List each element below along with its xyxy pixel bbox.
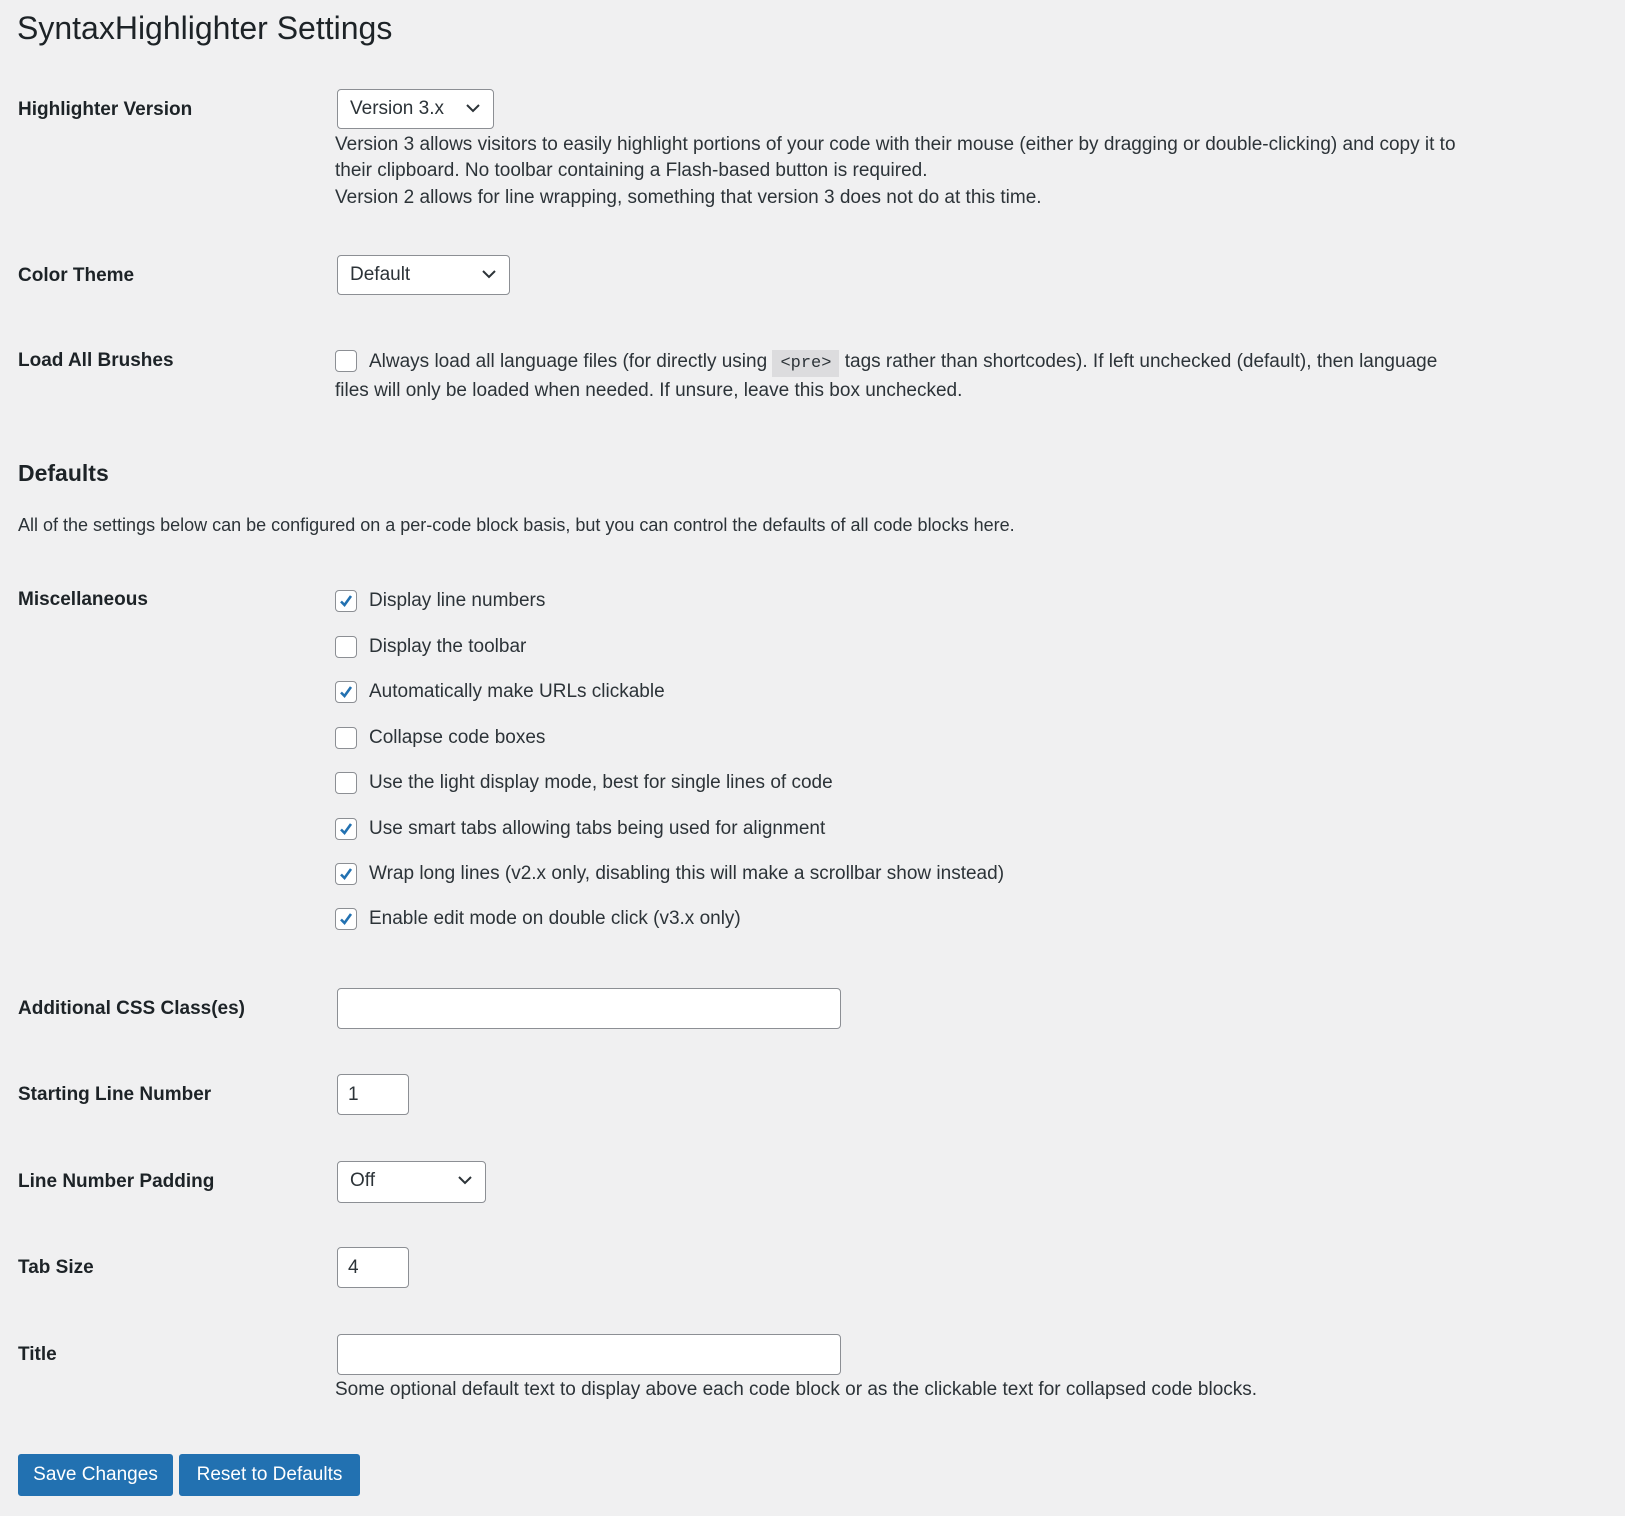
checkmark-icon xyxy=(338,684,354,700)
misc-option-label: Use smart tabs allowing tabs being used for alignment xyxy=(369,818,826,839)
highlighter-version-desc-1: Version 3 allows visitors to easily highlight portions of your code with their mouse (either by dragging or double-clicking) and copy it to xyxy=(335,134,1456,155)
page-title: SyntaxHighlighter Settings xyxy=(17,10,393,46)
misc-checkbox[interactable] xyxy=(335,772,357,794)
load-all-brushes-checkbox[interactable] xyxy=(335,350,357,372)
misc-option-label: Display the toolbar xyxy=(369,636,527,657)
load-all-brushes-label: Load All Brushes xyxy=(18,350,174,371)
checkmark-icon xyxy=(338,821,354,837)
line-number-padding-label: Line Number Padding xyxy=(18,1171,215,1192)
highlighter-version-label: Highlighter Version xyxy=(18,99,193,120)
misc-option-label: Enable edit mode on double click (v3.x only) xyxy=(369,908,741,929)
highlighter-version-value: Version 3.x xyxy=(350,98,444,119)
checkmark-icon xyxy=(338,593,354,609)
load-all-brushes-text xyxy=(369,348,1437,377)
tab-size-label: Tab Size xyxy=(18,1257,94,1278)
highlighter-version-desc-2: their clipboard. No toolbar containing a Flash-based button is required. xyxy=(335,160,928,181)
misc-option-label: Display line numbers xyxy=(369,590,546,611)
starting-line-number-input[interactable]: 1 xyxy=(337,1074,409,1115)
starting-line-number-label: Starting Line Number xyxy=(18,1084,212,1105)
title-label: Title xyxy=(18,1344,57,1365)
chevron-down-icon xyxy=(465,103,481,113)
highlighter-version-select[interactable] xyxy=(337,89,494,129)
misc-checkbox[interactable] xyxy=(335,636,357,658)
save-changes-button[interactable]: Save Changes xyxy=(18,1454,173,1496)
line-number-padding-select[interactable] xyxy=(337,1161,486,1203)
checkmark-icon xyxy=(338,866,354,882)
color-theme-select[interactable] xyxy=(337,255,510,295)
highlighter-version-desc-3: Version 2 allows for line wrapping, something that version 3 does not do at this time. xyxy=(335,187,1042,208)
title-input[interactable] xyxy=(337,1334,841,1375)
load-all-brushes-text-before: Always load all language files (for directly using xyxy=(369,351,768,372)
misc-checkbox[interactable] xyxy=(335,590,357,612)
misc-option-label: Automatically make URLs clickable xyxy=(369,681,665,702)
misc-option-label: Collapse code boxes xyxy=(369,727,546,748)
misc-checkbox[interactable] xyxy=(335,681,357,703)
chevron-down-icon xyxy=(481,269,497,279)
miscellaneous-label: Miscellaneous xyxy=(18,589,148,610)
reset-to-defaults-button[interactable]: Reset to Defaults xyxy=(179,1454,360,1496)
additional-css-input[interactable] xyxy=(337,988,841,1029)
load-all-brushes-text-after: tags rather than shortcodes). If left unchecked (default), then language xyxy=(844,351,1438,372)
tab-size-input[interactable]: 4 xyxy=(337,1247,409,1288)
misc-checkbox[interactable] xyxy=(335,727,357,749)
chevron-down-icon xyxy=(457,1175,473,1185)
pre-code-tag: <pre> xyxy=(772,350,839,377)
misc-option-label: Use the light display mode, best for single lines of code xyxy=(369,772,833,793)
misc-checkbox[interactable] xyxy=(335,908,357,930)
defaults-description: All of the settings below can be configured on a per-code block basis, but you can control the defaults of all code blocks here. xyxy=(18,515,1015,535)
misc-option-label: Wrap long lines (v2.x only, disabling this will make a scrollbar show instead) xyxy=(369,863,1005,884)
additional-css-label: Additional CSS Class(es) xyxy=(18,998,245,1019)
checkmark-icon xyxy=(338,911,354,927)
line-number-padding-value: Off xyxy=(350,1170,375,1191)
misc-checkbox[interactable] xyxy=(335,863,357,885)
defaults-heading: Defaults xyxy=(18,460,109,486)
color-theme-label: Color Theme xyxy=(18,265,135,286)
load-all-brushes-text-line2: files will only be loaded when needed. If unsure, leave this box unchecked. xyxy=(335,380,963,401)
misc-checkbox[interactable] xyxy=(335,818,357,840)
color-theme-value: Default xyxy=(350,264,411,285)
title-description: Some optional default text to display above each code block or as the clickable text for collapsed code blocks. xyxy=(335,1379,1258,1400)
